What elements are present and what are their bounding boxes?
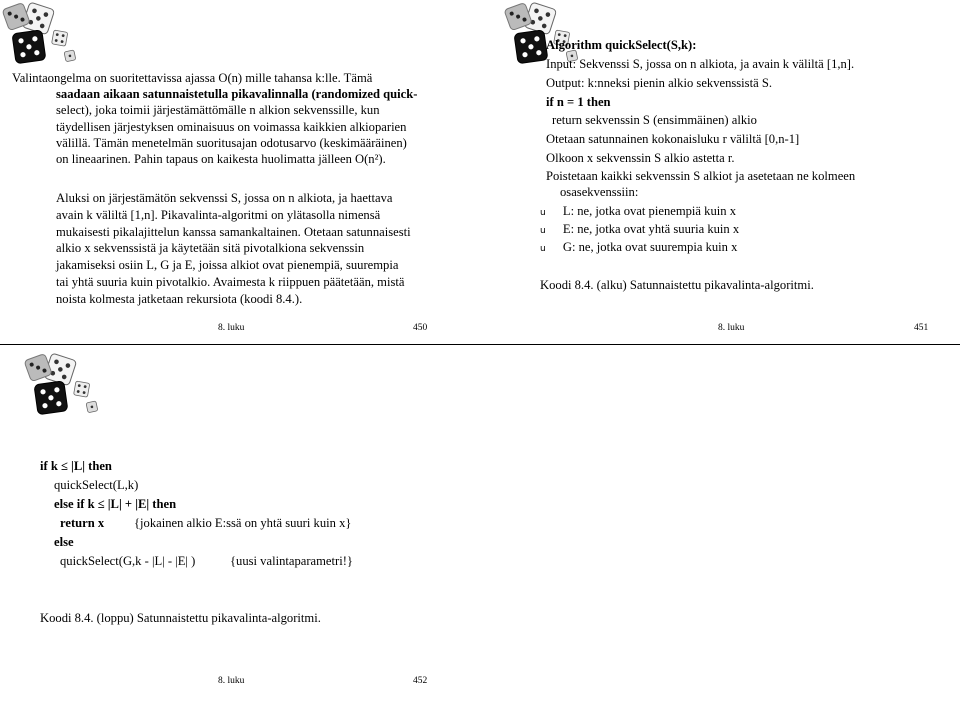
slide-451: [480, 0, 960, 344]
text-line: välillä. Tämän menetelmän suoritusajan odotusarvo (keskimääräinen): [56, 135, 407, 150]
algorithm-line: Olkoon x sekvenssin S alkio astetta r.: [546, 151, 735, 165]
text-line: Valintaongelma on suoritettavissa ajassa O(n) mille tahansa k:lle. Tämä: [12, 71, 373, 85]
code-comment: {uusi valintaparametri!}: [230, 554, 353, 568]
algorithm-line: if n = 1 then: [546, 95, 611, 109]
algorithm-line: Otetaan satunnainen kokonaisluku r väliltä [0,n-1]: [546, 132, 800, 146]
text-line: on lineaarinen. Pahin tapaus on kaikesta huolimatta jälleen O(n²).: [56, 152, 386, 167]
footer-page-number: 452: [413, 676, 428, 686]
text-line: täydellisen järjestyksen ominaisuus on voimassa kaikkien alkioparien: [56, 119, 407, 134]
footer-page-number: 451: [914, 323, 929, 333]
text-line: alkio x sekvenssistä ja käytetään sitä pivotalkiona sekvenssin: [56, 241, 365, 256]
description-paragraph: [56, 190, 434, 308]
text-line: jakamiseksi osiin L, G ja E, joissa alkiot ovat pienempiä, suurempia: [56, 258, 399, 273]
dice-cluster-icon: [22, 351, 104, 423]
code-line: else if k ≤ |L| + |E| then: [54, 497, 177, 511]
footer-chapter: 8. luku: [218, 323, 245, 333]
algorithm-line: return sekvenssin S (ensimmäinen) alkio: [552, 113, 757, 127]
slide-452: [0, 345, 480, 702]
bullet-icon: u: [540, 244, 546, 254]
code-line: else: [54, 535, 74, 549]
dice-cluster-icon: [0, 0, 82, 72]
text-line: tai yhtä suuria kuin pivotalkio. Avaimesta k riippuen päätetään, mistä: [56, 274, 405, 289]
partition-item: u L: ne, jotka ovat pienempiä kuin x: [540, 204, 736, 218]
algorithm-input: Input: Sekvenssi S, jossa on n alkiota, ja avain k väliltä [1,n].: [546, 57, 855, 71]
footer-chapter: 8. luku: [218, 676, 245, 686]
partition-item: u G: ne, jotka ovat suurempia kuin x: [540, 240, 738, 254]
code-line: return x: [60, 516, 105, 530]
algorithm-output: Output: k:nneksi pienin alkio sekvenssistä S.: [546, 76, 772, 90]
footer-page-number: 450: [413, 323, 428, 333]
code-caption: Koodi 8.4. (loppu) Satunnaistettu pikavalinta-algoritmi.: [40, 611, 321, 625]
algorithm-line: osasekvenssiin:: [560, 185, 639, 199]
code-line: quickSelect(G,k - |L| - |E| ): [60, 554, 196, 568]
bullet-icon: u: [540, 208, 546, 218]
intro-paragraph: [12, 70, 434, 167]
text-line: mukaisesti pikalajittelun kanssa samankaltainen. Otetaan satunnaisesti: [56, 224, 411, 239]
slide-450: [0, 0, 480, 344]
code-line: if k ≤ |L| then: [40, 459, 112, 473]
footer-chapter: 8. luku: [718, 323, 745, 333]
text-line: saadaan aikaan satunnaistetulla pikavalinnalla (randomized quick-: [56, 87, 418, 102]
text-line: select), joka toimii järjestämättömälle n alkion sekvenssille, kun: [56, 103, 380, 118]
code-caption: Koodi 8.4. (alku) Satunnaistettu pikavalinta-algoritmi.: [540, 278, 814, 292]
text-line: Aluksi on järjestämätön sekvenssi S, jossa on n alkiota, ja haettava: [56, 191, 393, 205]
partition-item: u E: ne, jotka ovat yhtä suuria kuin x: [540, 222, 740, 236]
text-line: avain k väliltä [1,n]. Pikavalinta-algoritmi on ylätasolla nimensä: [56, 207, 381, 222]
bullet-icon: u: [540, 226, 546, 236]
code-line: quickSelect(L,k): [54, 478, 139, 492]
algorithm-line: Poistetaan kaikki sekvenssin S alkiot ja asetetaan ne kolmeen: [546, 169, 856, 183]
text-line: noista kolmesta jatketaan rekursiota (koodi 8.4.).: [56, 291, 303, 306]
algorithm-header: Algorithm quickSelect(S,k):: [546, 38, 697, 52]
code-comment: {jokainen alkio E:ssä on yhtä suuri kuin x}: [134, 516, 352, 530]
